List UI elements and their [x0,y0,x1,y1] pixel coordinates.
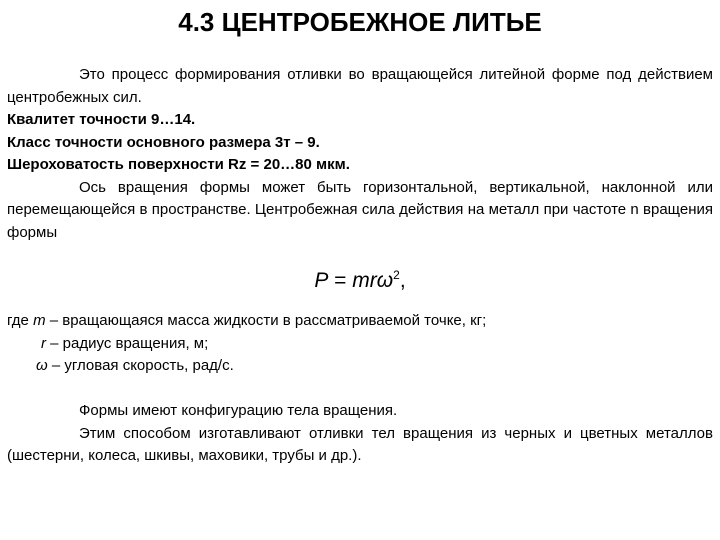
definition-omega-text: – угловая скорость, рад/с. [47,357,234,374]
definition-m-text: – вращающаяся масса жидкости в рассматриваемой точке, кг; [45,312,487,329]
definition-r-text: – радиус вращения, м; [46,334,209,352]
symbol-m: m [33,312,46,329]
definition-omega [7,355,713,378]
slide-body [7,64,713,468]
intro-paragraph: Это процесс формирования отливки во вращающейся литейной форме под действием центробежных сил. [7,66,713,106]
formula-tail: , [399,269,406,292]
formula-lhs: P [314,269,329,292]
symbol-omega: ω [36,357,48,374]
accuracy-class-line: Класс точности основного размера 3т – 9. [7,133,320,151]
definition-m [7,310,713,333]
spacer [7,378,713,401]
method-paragraph: Этим способом изготавливают отливки тел вращения из черных и цветных металлов (шестерни, колеса, шкивы, маховики, трубы и др.). [7,424,713,464]
formula-equals: = [328,269,353,292]
quality-grade-line: Квалитет точности 9…14. [7,111,196,128]
shapes-paragraph: Формы имеют конфигурацию тела вращения. [79,402,398,419]
symbol-r: r [41,334,46,352]
centrifugal-force-formula [7,260,713,296]
formula-rhs: mrω [352,269,394,292]
definition-prefix: где [7,312,34,329]
formula-exponent: 2 [393,268,400,282]
rotation-axis-paragraph: Ось вращения формы может быть горизонтальной, вертикальной, наклонной или перемещающейся в пространстве. Центробежная сила действия на металл при частоте n вращения формы [7,178,713,241]
slide-title: 4.3 ЦЕНТРОБЕЖНОЕ ЛИТЬЕ [178,7,542,37]
roughness-line: Шероховатость поверхности Rz = 20…80 мкм. [7,156,350,173]
definition-r [7,333,713,356]
